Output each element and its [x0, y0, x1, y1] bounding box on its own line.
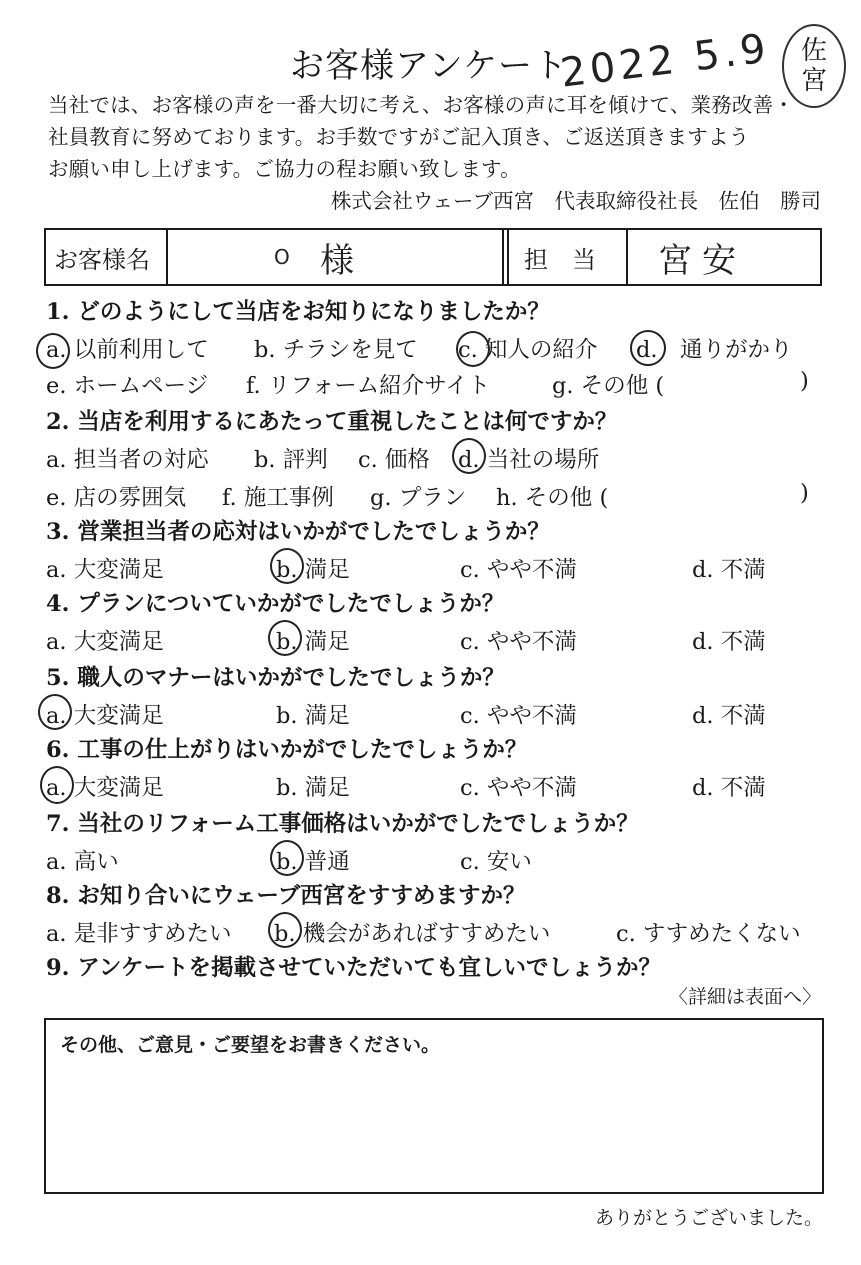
- q1-option-c[interactable]: c. 知人の紹介: [458, 337, 598, 363]
- question-9: 9. アンケートを掲載させていただいても宜しいでしょうか？: [46, 955, 661, 981]
- q3-b-circle-mark: [270, 548, 304, 584]
- q2-option-h[interactable]: h. その他 (: [496, 485, 609, 511]
- q7-b-circle-mark: [270, 840, 304, 876]
- q1-d-circle-mark: [630, 330, 666, 366]
- q1-option-f[interactable]: f. リフォーム紹介サイト: [246, 373, 491, 399]
- comment-label: その他、ご意見・ご要望をお書きください。: [60, 1034, 441, 1056]
- comment-box[interactable]: [44, 1018, 824, 1194]
- q2-option-c[interactable]: c. 価格: [358, 447, 430, 473]
- q6-a-circle-mark: [40, 766, 74, 804]
- q1-option-g-close: ): [800, 368, 809, 394]
- q9-note: 〈詳細は表面へ〉: [668, 986, 821, 1008]
- question-3: 3. 営業担当者の応対はいかがでしたでしょうか？: [46, 519, 550, 545]
- q1-option-d[interactable]: d. 通りがかり: [636, 337, 793, 363]
- customer-name-value[interactable]: O: [274, 245, 290, 269]
- q8-option-c[interactable]: c. すすめたくない: [616, 921, 801, 947]
- q4-option-a[interactable]: a. 大変満足: [46, 629, 164, 655]
- q7-option-c[interactable]: c. 安い: [460, 849, 532, 875]
- q7-option-a[interactable]: a. 高い: [46, 849, 119, 875]
- question-8: 8. お知り合いにウェーブ西宮をすすめますか？: [46, 883, 526, 909]
- q8-option-a[interactable]: a. 是非すすめたい: [46, 921, 232, 947]
- intro-line-2: 社員教育に努めております。お手数ですがご記入頂き、ご返送頂きますよう: [48, 125, 750, 149]
- question-2: 2. 当店を利用するにあたって重視したことは何ですか？: [46, 409, 618, 435]
- q7-option-b[interactable]: b. 普通: [276, 849, 350, 875]
- q2-option-a[interactable]: a. 担当者の対応: [46, 447, 209, 473]
- q3-option-a[interactable]: a. 大変満足: [46, 557, 164, 583]
- q2-option-d[interactable]: d. 当社の場所: [458, 447, 600, 473]
- customer-honorific: 様: [320, 240, 354, 281]
- q2-option-b[interactable]: b. 評判: [254, 447, 328, 473]
- q4-option-b[interactable]: b. 満足: [276, 629, 350, 655]
- intro-line-3: お願い申し上げます。ご協力の程お願い致します。: [48, 157, 521, 181]
- q4-b-circle-mark: [268, 620, 302, 656]
- q2-option-g[interactable]: g. プラン: [370, 485, 467, 511]
- q5-option-a[interactable]: a. 大変満足: [46, 703, 164, 729]
- q1-option-g[interactable]: g. その他 (: [552, 373, 665, 399]
- q3-option-b[interactable]: b. 満足: [276, 557, 350, 583]
- handwritten-date: 2022 5.9: [557, 25, 773, 97]
- seal-char-2: 宮: [800, 66, 827, 96]
- page-title: お客様アンケート: [290, 46, 568, 86]
- q6-option-c[interactable]: c. やや不満: [460, 775, 577, 801]
- q4-option-d[interactable]: d. 不満: [692, 629, 766, 655]
- q8-b-circle-mark: [268, 912, 302, 948]
- seal-char-1: 佐: [800, 36, 827, 66]
- q5-option-c[interactable]: c. やや不満: [460, 703, 577, 729]
- q6-option-a[interactable]: a. 大変満足: [46, 775, 164, 801]
- staff-label: 担 当: [524, 245, 596, 274]
- q5-option-d[interactable]: d. 不満: [692, 703, 766, 729]
- thanks-text: ありがとうございました。: [594, 1207, 823, 1229]
- question-4: 4. プランについていかがでしたでしょうか？: [46, 591, 505, 617]
- q4-option-c[interactable]: c. やや不満: [460, 629, 577, 655]
- q2-option-e[interactable]: e. 店の雰囲気: [46, 485, 187, 511]
- q1-c-circle-mark: [456, 331, 490, 367]
- question-6: 6. 工事の仕上がりはいかがでしたでしょうか？: [46, 737, 528, 763]
- q2-option-f[interactable]: f. 施工事例: [222, 485, 334, 511]
- staff-name-value[interactable]: 宮安: [658, 240, 746, 281]
- q6-option-d[interactable]: d. 不満: [692, 775, 766, 801]
- intro-line-1: 当社では、お客様の声を一番大切に考え、お客様の声に耳を傾けて、業務改善・: [48, 93, 795, 117]
- q2-d-circle-mark: [452, 438, 486, 474]
- q8-option-b[interactable]: b. 機会があればすすめたい: [274, 921, 551, 947]
- q3-option-c[interactable]: c. やや不満: [460, 557, 577, 583]
- customer-staff-box: [44, 228, 822, 286]
- q1-a-circle-mark: [36, 333, 70, 369]
- q1-option-e[interactable]: e. ホームページ: [46, 373, 209, 399]
- q1-option-a[interactable]: a. 以前利用して: [46, 337, 209, 363]
- customer-name-label: お客様名: [54, 245, 150, 274]
- question-7: 7. 当社のリフォーム工事価格はいかがでしたでしょうか？: [46, 811, 639, 837]
- company-signature: 株式会社ウェーブ西宮 代表取締役社長 佐伯 勝司: [330, 189, 821, 213]
- q5-option-b[interactable]: b. 満足: [276, 703, 350, 729]
- q1-option-b[interactable]: b. チラシを見て: [254, 337, 418, 363]
- q5-a-circle-mark: [38, 694, 72, 730]
- q3-option-d[interactable]: d. 不満: [692, 557, 766, 583]
- q6-option-b[interactable]: b. 満足: [276, 775, 350, 801]
- question-1: 1. どのようにして当店をお知りになりましたか？: [46, 299, 550, 325]
- question-5: 5. 職人のマナーはいかがでしたでしょうか？: [46, 665, 505, 691]
- q2-option-h-close: ): [800, 480, 809, 506]
